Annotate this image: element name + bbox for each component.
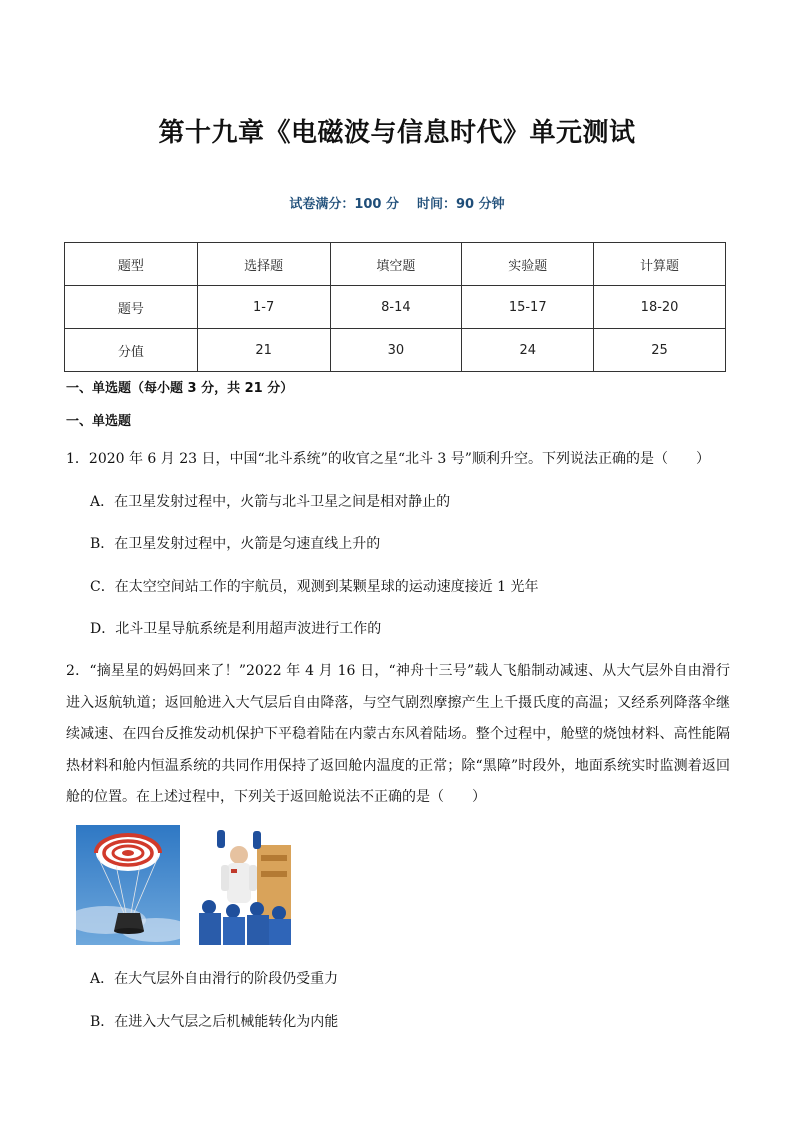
table-cell: 选择题	[197, 243, 330, 286]
table-cell: 题号	[65, 286, 198, 329]
table-cell: 1-7	[197, 286, 330, 329]
table-cell: 24	[462, 329, 594, 372]
question-1-option-b: B．在卫星发射过程中，火箭是匀速直线上升的	[90, 536, 381, 552]
table-cell: 30	[330, 329, 462, 372]
question-1-option-d: D．北斗卫星导航系统是利用超声波进行工作的	[90, 621, 382, 637]
parachute-capsule-image	[76, 825, 180, 945]
table-cell: 题型	[65, 243, 198, 286]
parachute-capsule-photo	[76, 825, 180, 945]
table-cell: 填空题	[330, 243, 462, 286]
full-score: 试卷满分：100 分	[289, 197, 400, 212]
exam-info	[0, 193, 794, 212]
astronaut-image	[195, 825, 291, 945]
table-cell: 18-20	[594, 286, 726, 329]
page-title: 第十九章《电磁波与信息时代》单元测试	[158, 118, 636, 148]
table-cell: 实验题	[462, 243, 594, 286]
table-row	[65, 286, 726, 329]
table-cell: 8-14	[330, 286, 462, 329]
section-subheader: 一、单选题	[66, 414, 132, 429]
score-table	[64, 242, 726, 372]
table-cell: 25	[594, 329, 726, 372]
question-2-option-a: A．在大气层外自由滑行的阶段仍受重力	[90, 971, 339, 987]
question-2-option-b: B．在进入大气层之后机械能转化为内能	[90, 1014, 339, 1030]
question-1-option-a: A．在卫星发射过程中，火箭与北斗卫星之间是相对静止的	[90, 494, 451, 510]
astronaut-carried-photo	[195, 825, 291, 945]
table-cell: 15-17	[462, 286, 594, 329]
question-1-option-c: C．在太空空间站工作的宇航员，观测到某颗星球的运动速度接近 1 光年	[90, 579, 539, 595]
table-row	[65, 243, 726, 286]
exam-time: 时间：90 分钟	[417, 197, 505, 212]
section-header: 一、单选题（每小题 3 分，共 21 分）	[66, 381, 294, 396]
question-1-stem: 1．2020 年 6 月 23 日，中国“北斗系统”的收官之星“北斗 3 号”顺利升空。下列说法正确的是（ ）	[66, 451, 710, 467]
table-cell: 分值	[65, 329, 198, 372]
table-cell: 计算题	[594, 243, 726, 286]
table-cell: 21	[197, 329, 330, 372]
question-2-stem: 2．“摘星星的妈妈回来了！”2022 年 4 月 16 日，“神舟十三号”载人飞船制动减速、从大气层外自由滑行进入返航轨道；返回舱进入大气层后自由降落，与空气剧烈摩擦产生上千摄氏度的高温；又经系列降落伞继续减速、在四台反推发动机保护下平稳着陆在内蒙古东风着陆场。整个过程中，舱壁的烧蚀材料、高性能隔热材料和舱内恒温系统的共同作用保持了返回舱内温度的正常；除“黑障”时段外，地面系统实时监测着返回舱的位置。在上述过程中，下列关于返回舱说法不正确的是（ ）	[66, 663, 730, 805]
table-row	[65, 329, 726, 372]
